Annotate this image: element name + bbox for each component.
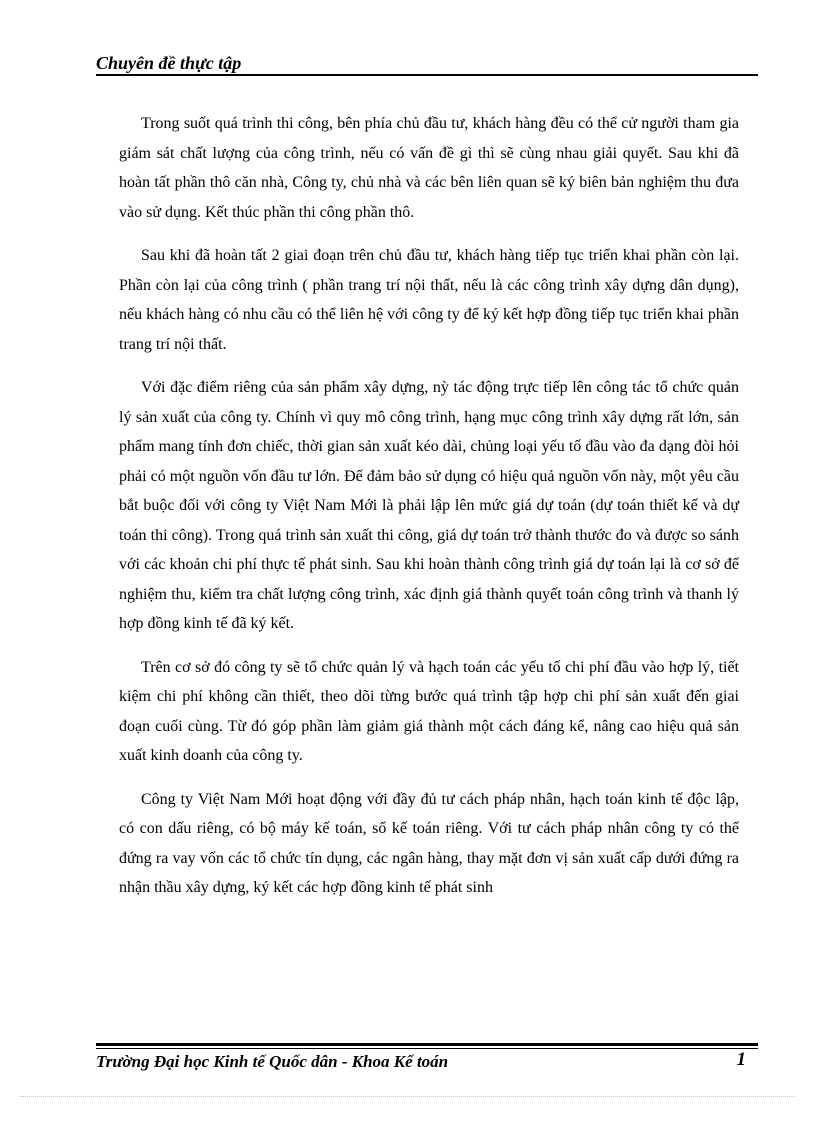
body-text [119, 109, 739, 917]
paragraph: Sau khi đã hoàn tất 2 giai đoạn trên chủ đầu tư, khách hàng tiếp tục triển khai phần còn lại. Phần còn lại của công trình ( phần trang trí nội thất, nếu là các công trình xây dựng dân dụng), nếu khách hàng có nhu cầu có thể liên hệ với công ty để ký kết hợp đồng tiếp tục triển khai phần trang trí nội thất. [119, 247, 739, 353]
footer-rule [96, 1048, 758, 1049]
footer-text: Trường Đại học Kinh tế Quốc dân - Khoa Kế toán [96, 1052, 449, 1071]
paragraph: Công ty Việt Nam Mới hoạt động với đầy đủ tư cách pháp nhân, hạch toán kinh tế độc lập, có con dấu riêng, có bộ máy kế toán, sổ kế toán riêng. Với tư cách pháp nhân công ty có thể đứng ra vay vốn các tổ chức tín dụng, các ngân hàng, thay mặt đơn vị sản xuất cấp dưới đứng ra nhận thầu xây dựng, ký kết các hợp đồng kinh tế phát sinh [119, 790, 739, 896]
header-rule [96, 74, 758, 76]
header-title: Chuyên đề thực tập [96, 53, 242, 73]
paragraph: Trong suốt quá trình thi công, bên phía chủ đầu tư, khách hàng đều có thể cử người tham gia giám sát chất lượng của công trình, nếu có vấn đề gì thì sẽ cùng nhau giải quyết. Sau khi đã hoàn tất phần thô căn nhà, Công ty, chủ nhà và các bên liên quan sẽ ký biên bản nghiệm thu đưa vào sử dụng. Kết thúc phần thi công phần thô. [119, 115, 739, 221]
page-footer [96, 1043, 758, 1077]
page-edge-divider [20, 1096, 796, 1097]
paragraph: Với đặc điểm riêng của sản phẩm xây dựng, nỳ tác động trực tiếp lên công tác tổ chức quản lý sản xuất của công ty. Chính vì quy mô công trình, hạng mục công trình xây dựng rất lớn, sản phẩm mang tính đơn chiếc, thời gian sản xuất kéo dài, chủng loại yếu tố đầu vào đa dạng đòi hỏi phải có một nguồn vốn đầu tư lớn. Để đảm bảo sử dụng có hiệu quả nguồn vốn này, một yêu cầu bắt buộc đối với công ty Việt Nam Mới là phải lập lên mức giá dự toán (dự toán thiết kế và dự toán thi công). Trong quá trình sản xuất thi công, giá dự toán trở thành thước đo và được so sánh với các khoản chi phí thực tế phát sinh. Sau khi hoàn thành công trình giá dự toán lại là cơ sở để nghiệm thu, kiểm tra chất lượng công trình, xác định giá thành quyết toán công trình và thanh lý hợp đồng kinh tế đã ký kết. [119, 379, 739, 632]
page-number: 1 [736, 1049, 746, 1070]
paragraph: Trên cơ sở đó công ty sẽ tổ chức quản lý và hạch toán các yếu tố chi phí đầu vào hợp lý, tiết kiệm chi phí không cần thiết, theo dõi từng bước quá trình tập hợp chi phí sản xuất đến giai đoạn cuối cùng. Từ đó góp phần làm giảm giá thành một cách đáng kể, nâng cao hiệu quả sản xuất kinh doanh của công ty. [119, 658, 739, 764]
footer-rule [96, 1043, 758, 1046]
page-header [96, 50, 758, 76]
